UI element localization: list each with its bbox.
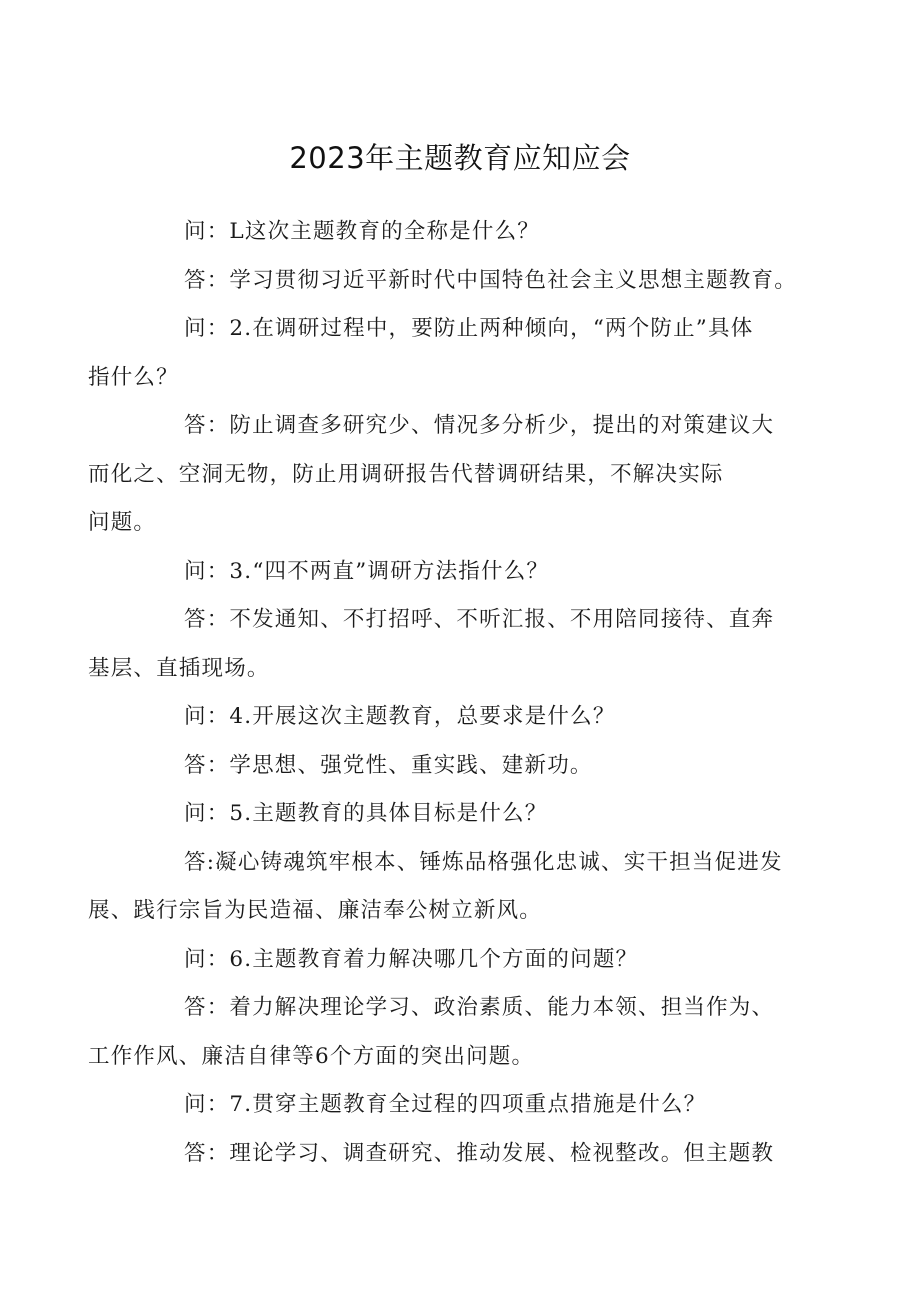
answer-paragraph	[136, 257, 797, 306]
question-paragraph	[136, 208, 791, 257]
text-line: 展、践行宗旨为民造福、廉洁奉公树立新风。	[88, 898, 543, 923]
text-line: 答:凝心铸魂筑牢根本、锤炼品格强化忠诚、实干担当促进发	[184, 849, 783, 875]
text-line: 问：6.主题教育着力解决哪几个方面的问题？	[184, 946, 639, 972]
text-line: 而化之、空洞无物，防止用调研报告代替调研结果，不解决实际	[88, 461, 724, 487]
answer-paragraph	[88, 984, 791, 1081]
question-paragraph	[136, 936, 791, 985]
question-paragraph	[136, 790, 791, 839]
document-body	[88, 208, 797, 1178]
text-line: 答：理论学习、调查研究、推动发展、检视整改。但主题教	[184, 1140, 775, 1166]
text-line: 基层、直插现场。	[88, 655, 270, 681]
text-line: 问：3.“四不两直”调研方法指什么？	[184, 558, 550, 584]
text-line: 问：L这次主题教育的全称是什么？	[184, 219, 540, 244]
text-line: 工作作风、廉洁自律等6个方面的突出问题。	[88, 1043, 535, 1069]
text-line: 问：7.贯穿主题教育全过程的四项重点措施是什么？	[184, 1092, 707, 1117]
question-paragraph	[88, 305, 791, 402]
text-line: 问：5.主题教育的具体目标是什么？	[184, 801, 548, 826]
text-line: 问题。	[88, 510, 157, 535]
text-line: 指什么？	[88, 364, 179, 390]
question-paragraph	[136, 1081, 791, 1130]
document-title: 2023年主题教育应知应会	[289, 141, 631, 175]
text-line: 答：着力解决理论学习、政治素质、能力本领、担当作为、	[184, 995, 775, 1020]
answer-paragraph	[88, 839, 791, 936]
text-line: 答：学思想、强党性、重实践、建新功。	[184, 752, 593, 778]
answer-paragraph	[136, 1130, 791, 1179]
text-line: 答：学习贯彻习近平新时代中国特色社会主义思想主题教育。	[184, 267, 797, 293]
answer-paragraph	[88, 596, 791, 693]
text-line: 答：不发通知、不打招呼、不听汇报、不用陪同接待、直奔	[184, 607, 775, 632]
text-line: 问：2.在调研过程中，要防止两种倾向，“两个防止”具体	[184, 316, 754, 341]
text-line: 答：防止调查多研究少、情况多分析少，提出的对策建议大	[184, 413, 775, 438]
answer-paragraph	[136, 742, 791, 791]
answer-paragraph	[88, 402, 791, 548]
question-paragraph	[136, 693, 791, 742]
question-paragraph	[136, 548, 791, 597]
text-line: 问：4.开展这次主题教育，总要求是什么？	[184, 704, 616, 729]
